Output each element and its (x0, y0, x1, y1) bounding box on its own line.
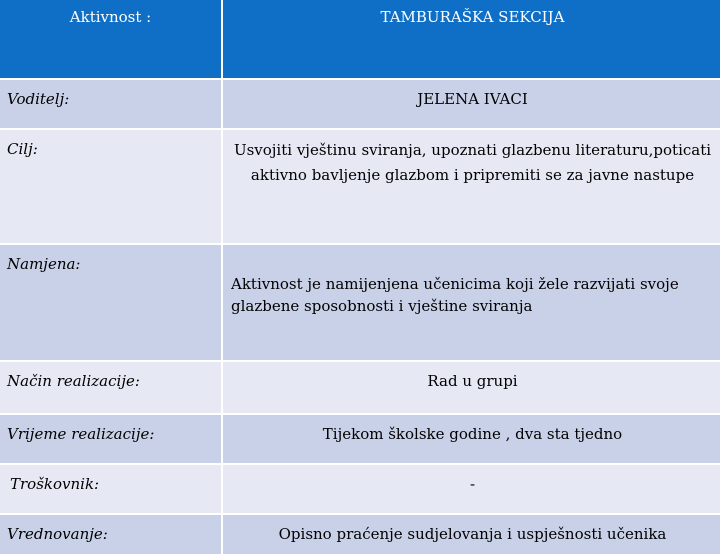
row-value-troskovnik: - (223, 465, 720, 513)
row-value-nacin-realizacije: Rad u grupi (223, 362, 720, 413)
row-label-namjena: Namjena: (0, 245, 221, 360)
row-label-troskovnik: Troškovnik: (0, 465, 221, 513)
row-label-cilj: Cilj: (0, 130, 221, 243)
row-label-vrednovanje: Vrednovanje: (0, 515, 221, 554)
row-label-nacin-realizacije: Način realizacije: (0, 362, 221, 413)
row-label-voditelj: Voditelj: (0, 80, 221, 128)
row-value-voditelj: JELENA IVACI (223, 80, 720, 128)
row-value-cilj: Usvojiti vještinu sviranja, upoznati glazbenu literaturu,poticati aktivno bavljenje glazbom i pripremiti se za javne nastupe (223, 130, 720, 243)
header-value: TAMBURAŠKA SEKCIJA (223, 0, 720, 78)
row-value-namjena: Aktivnost je namijenjena učenicima koji žele razvijati svoje glazbene sposobnosti i vještine sviranja (223, 245, 720, 360)
row-value-vrijeme-realizacije: Tijekom školske godine , dva sta tjedno (223, 415, 720, 463)
row-label-vrijeme-realizacije: Vrijeme realizacije: (0, 415, 221, 463)
header-label: Aktivnost : (0, 0, 221, 78)
row-value-vrednovanje: Opisno praćenje sudjelovanja i uspješnosti učenika (223, 515, 720, 554)
